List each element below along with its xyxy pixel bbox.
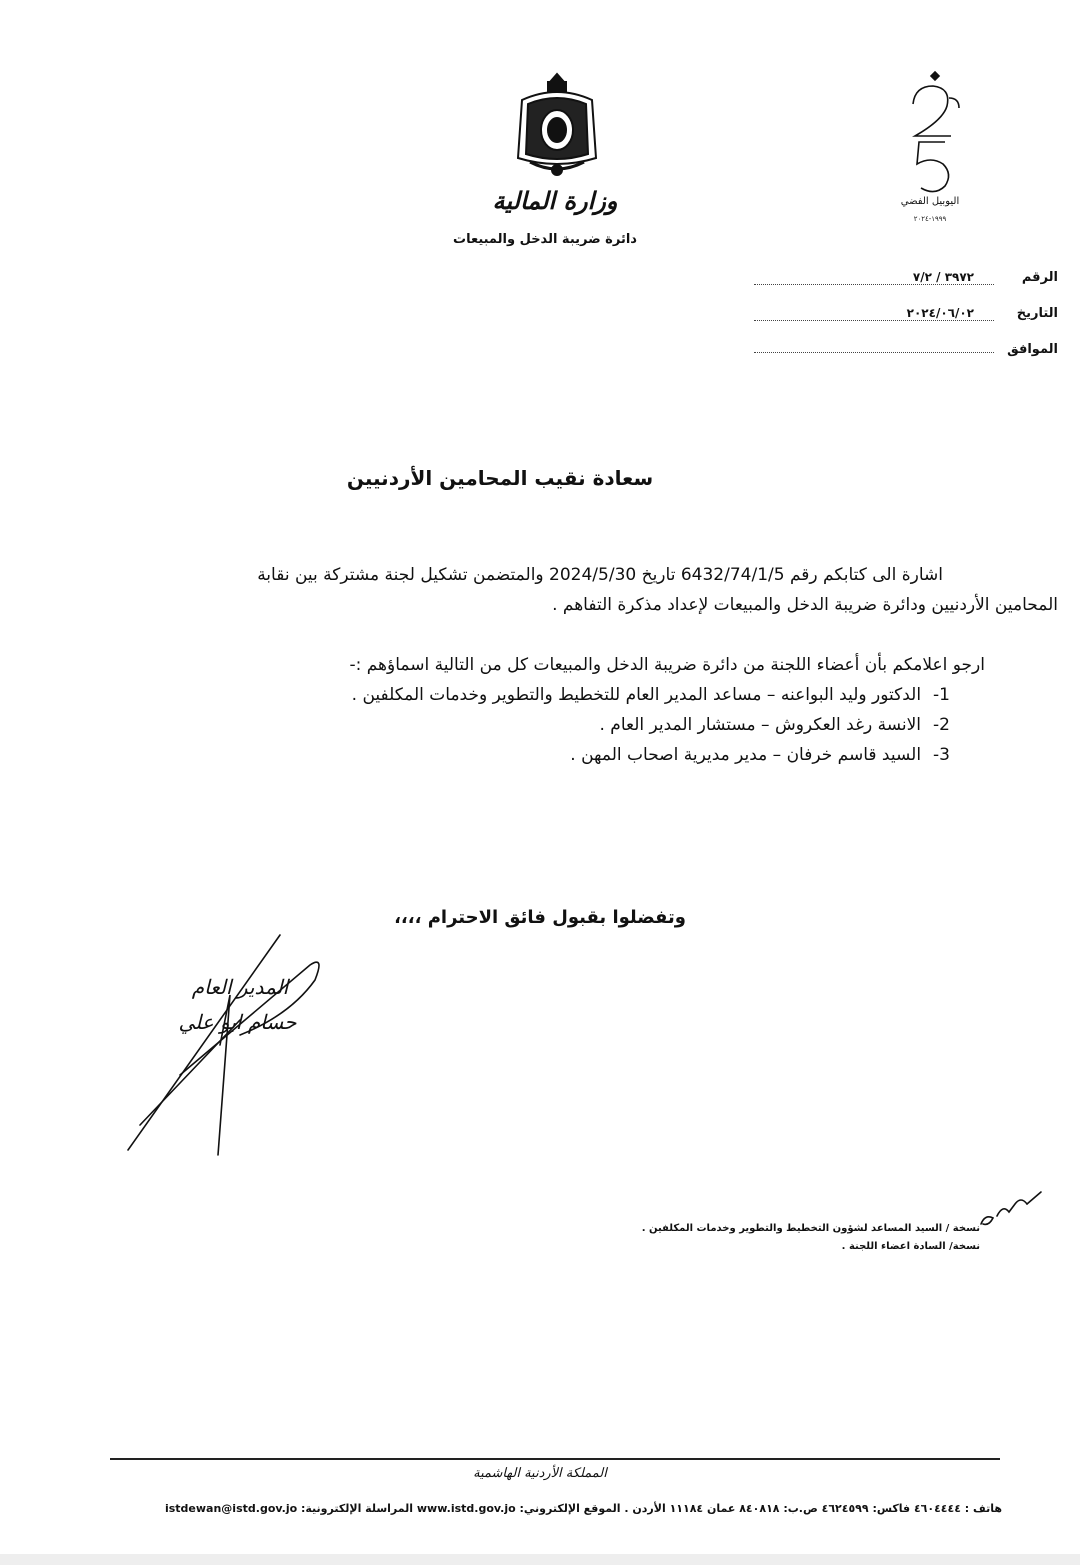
reference-hijri-row	[754, 342, 1058, 357]
reference-date-row	[754, 306, 1058, 321]
reference-date-label: التاريخ	[1016, 306, 1058, 321]
paragraph-reference-line2: المحامين الأردنيين ودائرة ضريبة الدخل والمبيعات لإعداد مذكرة التفاهم .	[552, 595, 1058, 615]
footer-kingdom: المملكة الأردنية الهاشمية	[473, 1466, 607, 1481]
coat-of-arms-icon	[510, 70, 605, 180]
reference-hijri-label: الموافق	[1007, 342, 1058, 357]
footer-contact: هاتف : ٤٦٠٤٤٤٤ فاكس: ٤٦٢٤٥٩٩ ص.ب: ٨٤٠٨١٨ عمان ١١١٨٤ الأردن . الموقع الإلكتروني: www.istd.gov.jo المراسلة الإلكترونية: istdewan@istd.gov.jo	[164, 1502, 1002, 1515]
copy-line: نسخة/ السادة اعضاء اللجنة .	[841, 1241, 980, 1252]
reference-number-label: الرقم	[1021, 270, 1058, 285]
paragraph-members-intro: ارجو اعلامكم بأن أعضاء اللجنة من دائرة ضريبة الدخل والمبيعات كل من التالية اسماؤهم :-	[349, 655, 985, 675]
footer-divider	[110, 1458, 1000, 1460]
list-item	[245, 680, 950, 710]
list-item-text: الدكتور وليد البواعنه – مساعد المدير العام للتخطيط والتطوير وخدمات المكلفين .	[351, 685, 922, 705]
signatory-title: المدير العام	[191, 975, 289, 999]
closing-line: وتفضلوا بقبول فائق الاحترام ،،،،	[394, 907, 686, 928]
reference-number-row	[754, 270, 1058, 285]
paragraph-members	[245, 650, 985, 770]
silver-jubilee-logo-icon	[895, 68, 965, 208]
list-item	[245, 740, 950, 770]
list-item-number: -2	[933, 715, 950, 735]
list-item-text: الانسة رغد العكروش – مستشار المدير العام .	[599, 715, 922, 735]
list-item-number: -3	[933, 745, 950, 765]
signatory-name: حسام ابو علي	[178, 1010, 297, 1034]
reference-number-value: ٣٩٧٢ / ٧/٢	[754, 270, 994, 285]
copy-line: نسخة / السيد المساعد لشؤون التخطيط والتطوير وخدمات المكلفين .	[641, 1223, 980, 1234]
paragraph-reference	[158, 560, 1058, 620]
reference-hijri-value	[754, 352, 994, 353]
list-item	[245, 710, 950, 740]
list-item-text: السيد قاسم خرفان – مدير مديرية اصحاب المهن .	[570, 745, 922, 765]
reference-date-value: ٢٠٢٤/٠٦/٠٢	[754, 306, 994, 321]
salutation: سعادة نقيب المحامين الأردنيين	[346, 466, 654, 490]
jubilee-caption: اليوبيل الفضي	[900, 196, 960, 207]
members-list	[245, 680, 950, 770]
copies-block	[560, 1220, 980, 1256]
handwritten-signature-icon	[120, 925, 330, 1175]
scan-bottom-band	[0, 1554, 1080, 1565]
jubilee-years: ١٩٩٩-٢٠٢٤	[913, 215, 947, 223]
paragraph-reference-line1: اشارة الى كتابكم رقم 6432/74/1/5 تاريخ 2024/5/30 والمتضمن تشكيل لجنة مشتركة بين نقابة	[257, 565, 943, 585]
handwritten-initials-icon	[975, 1190, 1045, 1230]
ministry-name: وزارة المالية	[492, 186, 618, 215]
department-name: دائرة ضريبة الدخل والمبيعات	[453, 232, 637, 247]
list-item-number: -1	[933, 685, 950, 705]
